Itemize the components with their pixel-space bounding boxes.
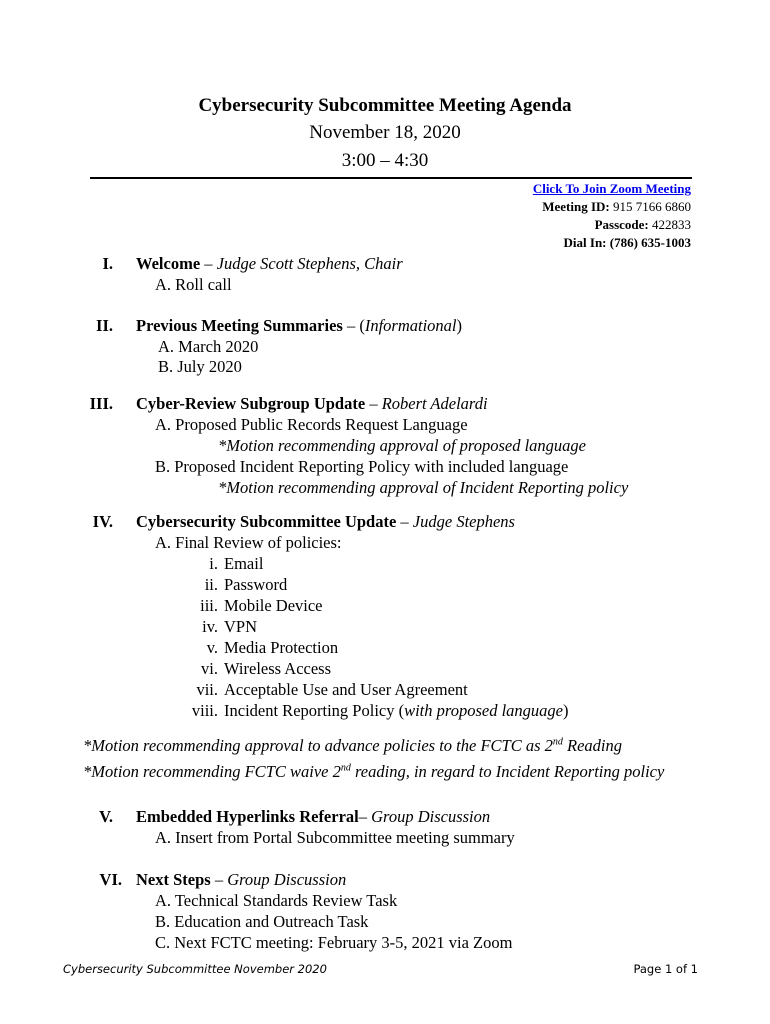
section-number: III. — [89, 394, 113, 413]
motion-statement: *Motion recommending approval to advance policies to the FCTC as 2nd Reading — [83, 736, 623, 755]
page-number: Page 1 of 1 — [633, 962, 698, 976]
list-item: A. Insert from Portal Subcommittee meeting summary — [155, 828, 515, 847]
policy-item: Password — [224, 575, 288, 594]
section-heading: Cyber-Review Subgroup Update – Robert Adelardi — [136, 394, 488, 413]
policy-number: viii. — [191, 701, 218, 720]
meeting-time: 3:00 – 4:30 — [341, 150, 429, 171]
footer-left: Cybersecurity Subcommittee November 2020 — [63, 962, 327, 976]
list-item: A. March 2020 — [158, 337, 259, 356]
section-number: VI. — [99, 870, 122, 889]
section-presenter: Judge Scott Stephens, Chair — [216, 254, 403, 273]
zoom-join-link[interactable]: Click To Join Zoom Meeting — [532, 181, 691, 196]
policy-number: i. — [209, 554, 218, 573]
policy-number: vi. — [201, 659, 218, 678]
meeting-id-value: 915 7166 6860 — [613, 199, 691, 214]
meeting-id-label: Meeting ID: — [542, 199, 610, 214]
section-heading: Previous Meeting Summaries – (Informational) — [136, 316, 463, 335]
policy-number: iv. — [202, 617, 218, 636]
section-heading: Embedded Hyperlinks Referral– Group Discussion — [136, 807, 491, 826]
section-presenter: Robert Adelardi — [381, 394, 488, 413]
list-item: A. Proposed Public Records Request Language — [155, 415, 468, 434]
policy-item: Acceptable Use and User Agreement — [224, 680, 468, 699]
meeting-date: November 18, 2020 — [309, 122, 461, 143]
header-divider — [90, 177, 692, 179]
section-heading: Cybersecurity Subcommittee Update – Judge Stephens — [136, 512, 515, 531]
section-title: Previous Meeting Summaries — [136, 316, 343, 335]
section-presenter: Judge Stephens — [412, 512, 515, 531]
section-note: Informational — [364, 316, 457, 335]
section-presenter: Group Discussion — [227, 870, 347, 889]
list-item: A. Final Review of policies: — [155, 533, 342, 552]
zoom-link-line — [533, 181, 691, 197]
list-item: C. Next FCTC meeting: February 3-5, 2021 via Zoom — [155, 933, 513, 952]
page-title: Cybersecurity Subcommittee Meeting Agenda — [198, 95, 572, 116]
policy-number: ii. — [204, 575, 218, 594]
section-title: Cybersecurity Subcommittee Update — [136, 512, 397, 531]
section-title: Welcome — [136, 254, 201, 273]
section-number: II. — [96, 316, 113, 335]
list-item: B. Proposed Incident Reporting Policy with included language — [155, 457, 569, 476]
section-title: Next Steps — [136, 870, 211, 889]
motion-note: *Motion recommending approval of Incident Reporting policy — [218, 478, 629, 497]
section-presenter: Group Discussion — [371, 807, 491, 826]
section-heading: Next Steps – Group Discussion — [136, 870, 347, 889]
policy-item: Email — [224, 554, 264, 573]
motion-statement: *Motion recommending FCTC waive 2nd reading, in regard to Incident Reporting policy — [83, 762, 665, 781]
passcode-value: 422833 — [652, 217, 691, 232]
policy-number: iii. — [200, 596, 218, 615]
section-heading: Welcome – Judge Scott Stephens, Chair — [136, 254, 403, 273]
section-number: I. — [102, 254, 113, 273]
policy-item: Incident Reporting Policy (with proposed language) — [224, 701, 569, 720]
list-item: B. July 2020 — [158, 357, 242, 376]
policy-item: VPN — [224, 617, 258, 636]
section-title: Cyber-Review Subgroup Update — [136, 394, 366, 413]
passcode-label: Passcode: — [594, 217, 649, 232]
passcode-line — [595, 217, 691, 233]
policy-number: vii. — [196, 680, 218, 699]
policy-number: v. — [206, 638, 218, 657]
motion-note: *Motion recommending approval of proposed language — [218, 436, 586, 455]
section-number: IV. — [92, 512, 113, 531]
dial-in-line: Dial In: (786) 635-1003 — [563, 235, 691, 250]
list-item: B. Education and Outreach Task — [155, 912, 369, 931]
section-number: V. — [99, 807, 113, 826]
meeting-id-line — [542, 199, 691, 215]
policy-item: Wireless Access — [224, 659, 332, 678]
list-item: A. Technical Standards Review Task — [155, 891, 398, 910]
policy-item: Media Protection — [224, 638, 339, 657]
section-title: Embedded Hyperlinks Referral — [136, 807, 359, 826]
policy-item: Mobile Device — [224, 596, 323, 615]
list-item: A. Roll call — [155, 275, 232, 294]
